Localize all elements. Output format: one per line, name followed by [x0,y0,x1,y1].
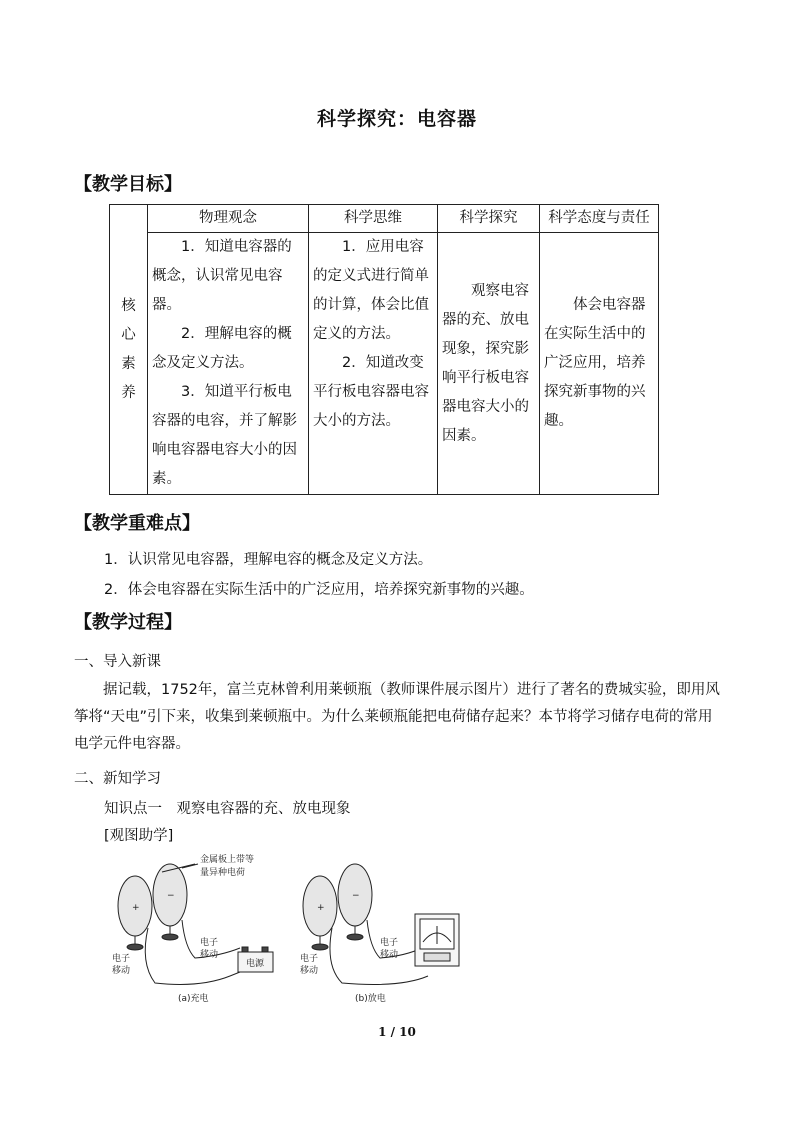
plus-sign: + [317,903,325,913]
electron-label: 电子 [112,954,131,964]
stand-base [127,944,143,950]
minus-sign: − [167,891,175,901]
caption-charge: (a)充电 [178,994,209,1004]
header-attitude: 科学态度与责任 [540,205,659,233]
table-item: 3．知道平行板电容器的电容，并了解影响电容器电容大小的因素。 [152,384,297,487]
page-number: 1 / 10 [378,1025,416,1039]
core-literacy-table [109,204,659,495]
table-content-row [110,233,659,495]
intro-paragraph: 据记载，1752年，富兰克林曾利用莱顿瓶（教师课件展示图片）进行了著名的费城实验，即用风筝将“天电”引下来，收集到莱顿瓶中。为什么莱顿瓶能把电荷储存起来？本节将学习储存电荷的常用电学元件电容器。 [74,682,720,752]
minus-sign: − [352,891,360,901]
move-label: 移动 [112,966,131,976]
move-label: 移动 [300,966,319,976]
key-point-item: 2．体会电容器在实际生活中的广泛应用，培养探究新事物的兴趣。 [104,582,534,598]
battery-terminal [262,947,268,952]
stand-base [312,944,328,950]
knowledge-point-title: 知识点一 观察电容器的充、放电现象 [104,801,351,817]
cell-science-thinking [309,233,438,495]
electron-label: 电子 [380,938,399,948]
observe-label: [观图助学] [104,828,174,844]
cell-physics-concept [148,233,309,495]
galvanometer-base [424,953,450,961]
wire [145,928,245,984]
table-item: 2．知道改变平行板电容器电容大小的方法。 [313,355,429,429]
power-label: 电源 [246,959,265,969]
discharging-diagram [300,864,459,1004]
plate-note: 量异种电荷 [200,868,246,878]
section-teaching-goals: 【教学目标】 [74,174,182,195]
page-title: 科学探究：电容器 [316,108,477,130]
battery-terminal [242,947,248,952]
cell-attitude [540,233,659,495]
stand-base [347,934,363,940]
header-science-thinking: 科学思维 [309,205,438,233]
table-item: 1．知道电容器的概念，认识常见电容器。 [152,239,292,313]
cell-science-inquiry [438,233,540,495]
table-item: 1．应用电容的定义式进行简单的计算，体会比值定义的方法。 [313,239,429,342]
side-char: 养 [121,384,136,401]
table-side-label [110,205,148,495]
side-char: 心 [121,326,136,343]
table-item: 2．理解电容的概念及定义方法。 [152,326,292,371]
electron-label: 电子 [300,954,319,964]
plate-note: 金属板上带等 [200,855,255,865]
section-key-points: 【教学重难点】 [74,513,200,534]
caption-discharge: (b)放电 [355,994,386,1004]
plus-sign: + [132,903,140,913]
table-item: 观察电容器的充、放电现象，探究影响平行板电容器电容大小的因素。 [442,282,529,444]
process-heading-1: 一、导入新课 [74,654,161,670]
capacitor-figure [110,848,480,1013]
stand-base [162,934,178,940]
electron-label: 电子 [200,938,219,948]
key-point-item: 1．认识常见电容器，理解电容的概念及定义方法。 [104,552,433,568]
header-physics-concept: 物理观念 [148,205,309,233]
table-item: 体会电容器在实际生活中的广泛应用，培养探究新事物的兴趣。 [544,297,646,429]
header-science-inquiry: 科学探究 [438,205,540,233]
move-label: 移动 [200,950,219,960]
side-char: 核 [121,297,136,314]
table-header-row [110,205,659,233]
move-label: 移动 [380,950,399,960]
section-teaching-process: 【教学过程】 [74,612,182,633]
pointer-line [182,864,198,868]
charging-diagram [112,853,273,1004]
side-char: 素 [121,355,136,372]
process-heading-2: 二、新知学习 [74,771,161,787]
